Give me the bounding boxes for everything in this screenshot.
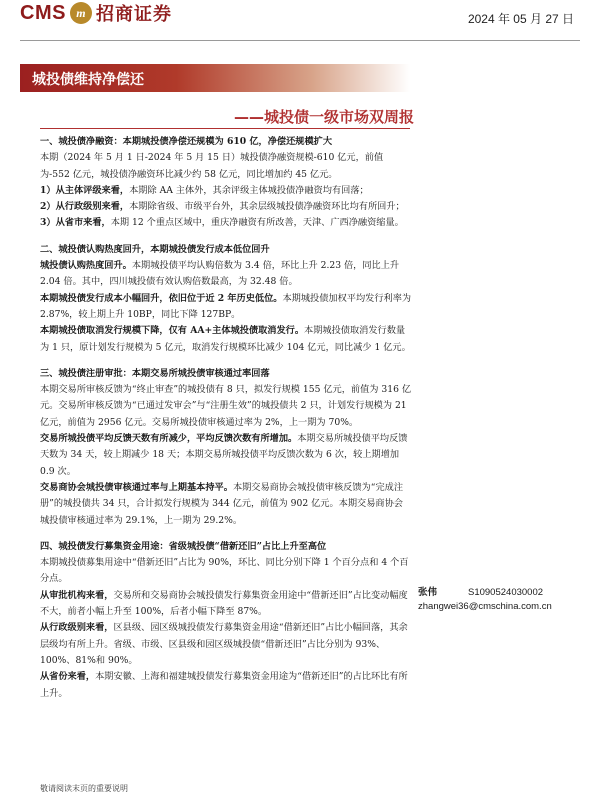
report-date: 2024 年 05 月 27 日 bbox=[467, 12, 574, 26]
paragraph-text: 本期交易所城投债平均反馈天数为 34 天，较上期减少 18 天；本期交易所城投债平均反馈次数为 6 次，较上期增加 0.9 次。 bbox=[40, 433, 408, 477]
paragraph-text: 本期除 AA 主体外，其余评级主体城投债净融资均有回落； bbox=[129, 184, 369, 196]
body-paragraph bbox=[40, 323, 412, 356]
title-banner bbox=[20, 64, 410, 92]
body-paragraph bbox=[40, 183, 412, 199]
body-paragraph bbox=[40, 199, 412, 215]
paragraph-text: 本期城投债募集用途中“借新还旧”占比为 90%，环比、同比分别下降 1 个百分点和 4 个百分点。 bbox=[40, 557, 409, 585]
paragraph-text: 本期城投债取消发行数量为 1 只，原计划发行规模为 5 亿元，取消发行规模环比减少 104 亿元，同比减少 1 亿元。 bbox=[40, 325, 411, 353]
paragraph-text: 本期交易所审核反馈为“终止审查”的城投债有 8 只，拟发行规模 155 亿元，前值为 316 亿元。交易所审核反馈为“已通过发审会”与“注册生效”的城投债共 2 只，计划发行规模为 21 亿元，前值为 2956 亿元。交易所城投债审核通过率为 2%，上一期为 70%。 bbox=[40, 384, 412, 428]
bold-lead-text: 从行政级别来看， bbox=[40, 622, 114, 634]
body-paragraph bbox=[40, 150, 412, 183]
bold-lead-text: 2）从行政级别来看， bbox=[40, 201, 130, 213]
paragraph-text: 区县级、园区级城投债发行募集资金用途“借新还旧”占比小幅回落，其余层级均有所上升。省级、市级、区县级和园区级城投债“借新还旧”占比分别为 93%、100%、81%和 90%。 bbox=[40, 622, 408, 666]
report-subtitle: ——城投债一级市场双周报 bbox=[233, 108, 414, 126]
author-email: zhangwei36@cmschina.com.cn bbox=[418, 601, 552, 612]
logo-chinese: 招商证券 bbox=[95, 4, 172, 25]
bold-lead-text: 城投债认购热度回升。 bbox=[40, 260, 132, 272]
body-paragraph bbox=[40, 669, 412, 702]
paragraph-text: 交易所和交易商协会城投债发行募集资金用途中“借新还旧”占比变动幅度不大，前者小幅上升至 100%，后者小幅下降至 87%。 bbox=[40, 589, 408, 618]
subtitle-divider bbox=[40, 128, 410, 129]
bold-lead-text: 交易所城投债平均反馈天数有所减少，平均反馈次数有所增加。 bbox=[40, 433, 298, 445]
page-header bbox=[0, 0, 600, 40]
section-gap bbox=[40, 529, 412, 539]
header-divider bbox=[20, 40, 580, 41]
body-paragraph bbox=[40, 588, 412, 621]
logo-emblem-icon: m bbox=[70, 2, 92, 24]
author-block bbox=[418, 586, 552, 614]
section-gap bbox=[40, 356, 412, 366]
body-paragraph bbox=[40, 431, 412, 480]
paragraph-text: 本期交易商协会城投债审核反馈为“完成注册”的城投债共 34 只，合计拟发行规模为 344 亿元，前值为 902 亿元。本期交易商协会城投债审核通过率为 29.1%，上一期为 29.2%。 bbox=[40, 481, 404, 526]
section-heading: 二、城投债认购热度回升，本期城投债发行成本低位回升 bbox=[40, 243, 270, 255]
section-heading: 一、城投债净融资：本期城投债净偿还规模为 610 亿，净偿还规模扩大 bbox=[40, 136, 333, 147]
body-paragraph bbox=[40, 291, 412, 324]
paragraph-text: 本期（2024 年 5 月 1 日-2024 年 5 月 15 日）城投债净融资规模-610 亿元，前值为-552 亿元，城投债净融资环比减少约 58 亿元，同比增加约 45 亿元。 bbox=[40, 152, 384, 180]
section-heading: 三、城投债注册审批：本期交易所城投债审核通过率回落 bbox=[40, 367, 270, 379]
bold-lead-text: 本期城投债发行成本小幅回升，依旧位于近 2 年历史低位。 bbox=[40, 292, 283, 304]
report-title: 城投债维持净偿还 bbox=[32, 72, 144, 88]
section-gap bbox=[40, 232, 412, 242]
bold-lead-text: 从审批机构来看， bbox=[40, 589, 114, 601]
paragraph-text: 本期城投债加权平均发行利率为 2.87%，较上期上升 10BP，同比下降 127BP。 bbox=[40, 292, 412, 320]
author-license-id: S1090524030002 bbox=[468, 587, 544, 598]
bold-lead-text: 1）从主体评级来看， bbox=[40, 184, 130, 196]
paragraph-text: 本期城投债平均认购倍数为 3.4 倍，环比上升 2.23 倍，同比上升 2.04 倍。其中，四川城投债有效认购倍数最高，为 32.48 倍。 bbox=[40, 260, 400, 288]
report-body bbox=[40, 134, 412, 702]
bold-lead-text: 本期城投债取消发行规模下降，仅有 AA+主体城投债取消发行。 bbox=[40, 325, 305, 337]
logo-latin: CMS bbox=[20, 1, 66, 24]
body-paragraph bbox=[40, 258, 412, 291]
paragraph-text: 本期安徽、上海和福建城投债发行募集资金用途为“借新还旧”的占比环比有所上升。 bbox=[40, 671, 408, 699]
body-paragraph bbox=[40, 555, 412, 588]
author-name: 张伟 bbox=[418, 587, 438, 598]
bold-lead-text: 3）从省市来看， bbox=[40, 217, 111, 229]
paragraph-text: 本期除省级、市级平台外，其余层级城投债净融资环比均有所回升； bbox=[129, 201, 405, 213]
company-logo bbox=[20, 0, 172, 26]
body-paragraph bbox=[40, 620, 412, 669]
bold-lead-text: 交易商协会城投债审核通过率与上期基本持平。 bbox=[40, 481, 233, 493]
body-paragraph bbox=[40, 480, 412, 529]
body-paragraph bbox=[40, 382, 412, 431]
body-paragraph bbox=[40, 215, 412, 231]
footer-note: 敬请阅读末页的重要说明 bbox=[40, 784, 128, 793]
bold-lead-text: 从省份来看， bbox=[40, 671, 96, 683]
paragraph-text: 本期 12 个重点区域中，重庆净融资有所改善，天津、广西净融资缩量。 bbox=[110, 217, 404, 229]
section-heading: 四、城投债发行募集资金用途：省级城投债“借新还旧”占比上升至高位 bbox=[40, 540, 327, 552]
